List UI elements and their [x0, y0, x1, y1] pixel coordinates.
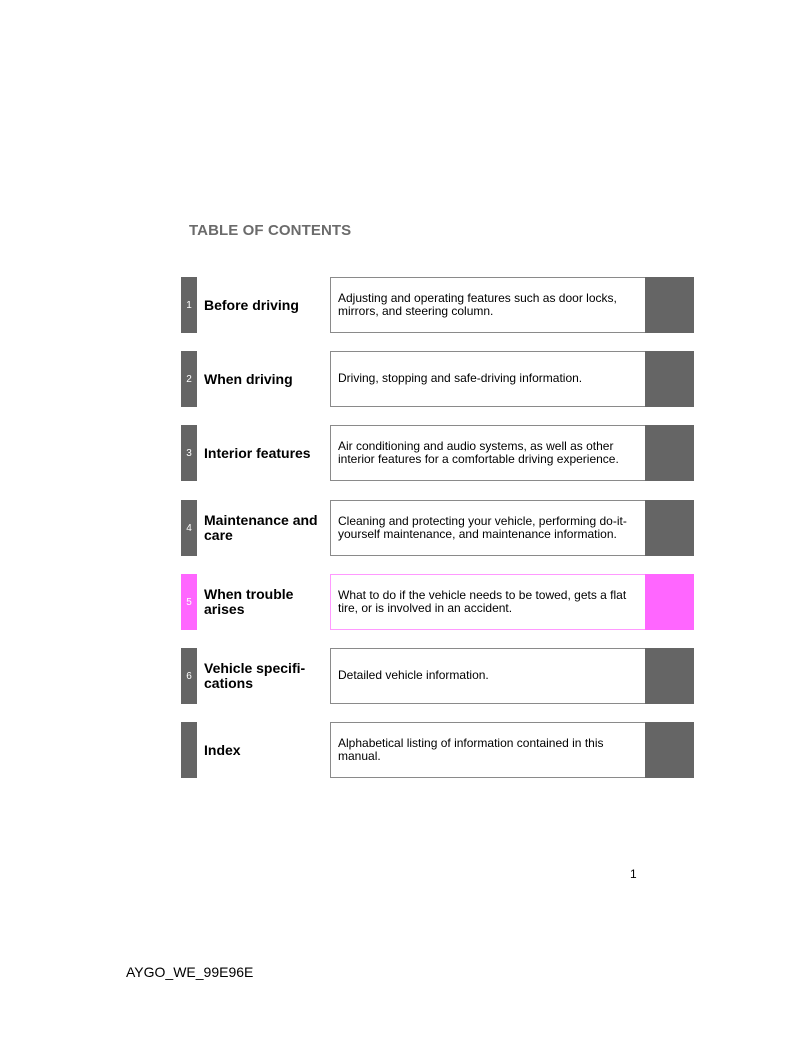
toc-entry-maintenance-and-care[interactable]: [181, 500, 694, 556]
chapter-tab: 2: [181, 351, 197, 407]
chapter-description-box: [330, 648, 647, 704]
toc-entry-when-driving[interactable]: [181, 351, 694, 407]
chapter-index-block: [645, 722, 694, 778]
chapter-tab: 1: [181, 277, 197, 333]
chapter-description-box: [330, 722, 647, 778]
chapter-index-block: [645, 425, 694, 481]
page-number: 1: [630, 867, 637, 881]
toc-entry-vehicle-specifications[interactable]: [181, 648, 694, 704]
chapter-title[interactable]: When driving: [204, 370, 293, 387]
chapter-tab: 4: [181, 500, 197, 556]
toc-entry-index[interactable]: [181, 722, 694, 778]
chapter-tab: 5: [181, 574, 197, 630]
chapter-description-box: [330, 277, 647, 333]
chapter-description: Cleaning and protecting your vehicle, performing do-it-yourself maintenance, and maintenance information.: [338, 513, 627, 541]
chapter-tab: 3: [181, 425, 197, 481]
document-code: AYGO_WE_99E96E: [126, 964, 254, 980]
toc-entry-interior-features[interactable]: [181, 425, 694, 481]
chapter-description-box: [330, 351, 647, 407]
chapter-title[interactable]: Maintenance and care: [204, 512, 318, 543]
chapter-description-box: [330, 500, 647, 556]
chapter-title[interactable]: Interior features: [204, 444, 311, 461]
chapter-index-block: [645, 648, 694, 704]
chapter-description: Air conditioning and audio systems, as well as other interior features for a comfortable driving experience.: [338, 438, 619, 466]
chapter-title[interactable]: Vehicle specifi-cations: [204, 660, 306, 691]
toc-entry-when-trouble-arises[interactable]: [181, 574, 694, 630]
chapter-index-block: [645, 500, 694, 556]
chapter-description-box: [330, 574, 647, 630]
chapter-title[interactable]: Before driving: [204, 296, 299, 313]
chapter-description: Driving, stopping and safe-driving information.: [338, 371, 583, 386]
toc-heading: TABLE OF CONTENTS: [189, 222, 352, 239]
toc-entry-before-driving[interactable]: [181, 277, 694, 333]
chapter-index-block: [645, 277, 694, 333]
chapter-title[interactable]: When trouble arises: [204, 586, 294, 617]
chapter-description: What to do if the vehicle needs to be towed, gets a flat tire, or is involved in an accident.: [338, 587, 627, 615]
chapter-tab: 6: [181, 648, 197, 704]
chapter-description-box: [330, 425, 647, 481]
chapter-description: Alphabetical listing of information contained in this manual.: [338, 735, 604, 763]
chapter-index-block: [645, 351, 694, 407]
chapter-description: Detailed vehicle information.: [338, 668, 489, 683]
chapter-tab: [181, 722, 197, 778]
chapter-description: Adjusting and operating features such as door locks, mirrors, and steering column.: [338, 290, 617, 318]
chapter-index-block: [645, 574, 694, 630]
chapter-title[interactable]: Index: [204, 741, 241, 758]
